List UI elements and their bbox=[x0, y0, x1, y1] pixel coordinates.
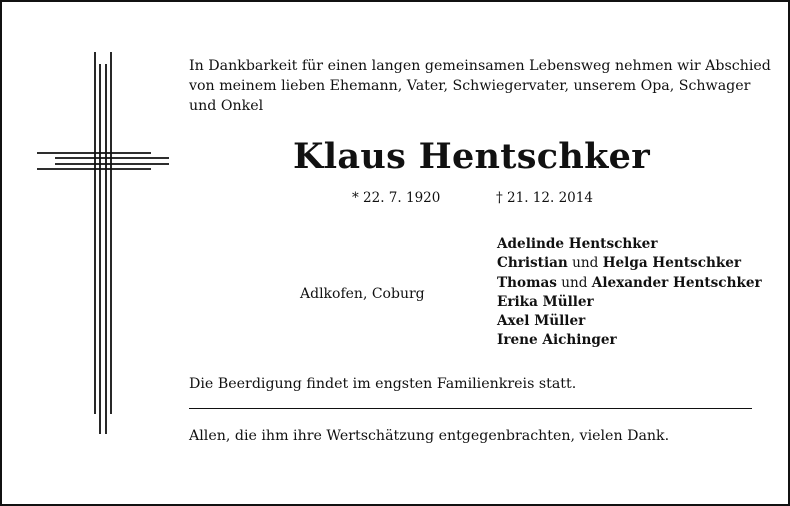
mourner-connector: und bbox=[556, 274, 592, 291]
mourner-name: Helga Hentschker bbox=[602, 255, 742, 272]
mourner-name: Alexander Hentschker bbox=[591, 274, 762, 291]
intro-line: von meinem lieben Ehemann, Vater, Schwiegervater, unserem Opa, Schwager bbox=[189, 78, 751, 94]
birth-date: * 22. 7. 1920 bbox=[352, 190, 441, 206]
mourner-connector: und bbox=[567, 255, 603, 272]
mourner-name: Thomas bbox=[497, 274, 557, 291]
death-date: † 21. 12. 2014 bbox=[496, 190, 593, 206]
mourner-line bbox=[497, 274, 762, 293]
thanks-note: Allen, die ihm ihre Wertschätzung entgegenbrachten, vielen Dank. bbox=[189, 428, 670, 444]
intro-line: und Onkel bbox=[189, 98, 264, 114]
mourner-list bbox=[497, 235, 762, 351]
divider-line bbox=[189, 408, 752, 409]
mourner-line bbox=[497, 293, 762, 312]
intro-text bbox=[189, 56, 779, 116]
mourner-location: Adlkofen, Coburg bbox=[300, 286, 425, 302]
mourner-name: Irene Aichinger bbox=[497, 332, 617, 349]
mourner-name: Adelinde Hentschker bbox=[497, 236, 658, 252]
deceased-name: Klaus Hentschker bbox=[293, 136, 650, 177]
mourner-line bbox=[497, 235, 762, 254]
mourner-line bbox=[497, 331, 762, 350]
intro-line: In Dankbarkeit für einen langen gemeinsamen Lebensweg nehmen wir Abschied bbox=[189, 58, 771, 74]
mourner-name: Erika Müller bbox=[497, 293, 594, 310]
cross-icon bbox=[35, 52, 171, 444]
funeral-note: Die Beerdigung findet im engsten Familienkreis statt. bbox=[189, 376, 577, 392]
mourner-line bbox=[497, 312, 762, 331]
mourner-name: Axel Müller bbox=[497, 313, 586, 330]
mourner-name: Christian bbox=[497, 255, 568, 272]
mourner-line bbox=[497, 254, 762, 273]
